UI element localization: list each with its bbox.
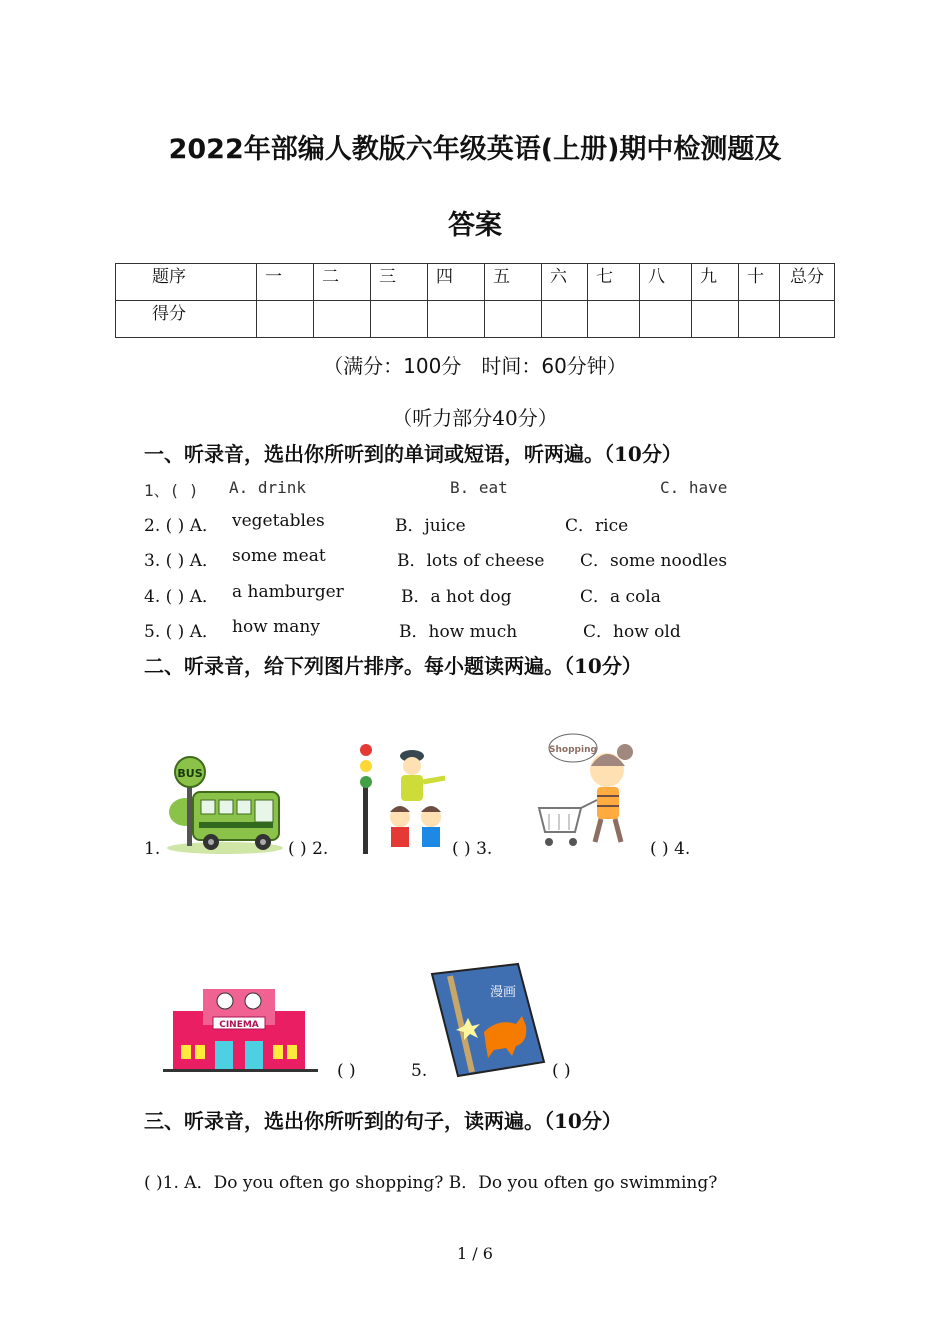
question-number: 4. ( ) A． <box>144 587 219 607</box>
table-cell: 六 <box>542 264 588 301</box>
traffic-police-picture <box>355 742 455 857</box>
score-field[interactable] <box>428 301 485 338</box>
order-blank[interactable]: ( ) 3. <box>452 839 493 859</box>
table-cell: 总分 <box>780 264 835 301</box>
table-cell: 题序 <box>116 264 257 301</box>
score-table-score-row <box>116 301 835 338</box>
table-cell: 三 <box>371 264 428 301</box>
bus-picture <box>163 752 283 857</box>
comic-book-picture <box>428 962 548 1080</box>
score-table <box>115 263 835 338</box>
option-b: B．lots of cheese <box>397 551 545 571</box>
table-cell: 五 <box>485 264 542 301</box>
question-number: 5. ( ) A． <box>144 622 219 642</box>
order-label: 5. <box>411 1061 428 1081</box>
option-c: C. have <box>660 478 728 497</box>
page-title-line1: 2022年部编人教版六年级英语(上册)期中检测题及 <box>168 134 782 165</box>
score-table-header-row <box>116 264 835 301</box>
listening-heading: （听力部分40分） <box>392 406 558 430</box>
table-cell: 二 <box>314 264 371 301</box>
table-cell: 九 <box>692 264 739 301</box>
comic-title-text: 漫画 <box>490 985 517 1000</box>
option-a: vegetables <box>232 511 325 531</box>
option-a: how many <box>232 617 320 637</box>
option-c: C．some noodles <box>580 551 728 571</box>
option-c: C．how old <box>583 622 681 642</box>
option-b: B．juice <box>395 516 466 536</box>
option-b: B．a hot dog <box>401 587 512 607</box>
cinema-sign-text: CINEMA <box>219 1020 259 1030</box>
option-a: a hamburger <box>232 582 344 602</box>
speech-bubble-text: Shopping <box>549 745 597 755</box>
table-cell: 得分 <box>116 301 257 338</box>
option-c: C．a cola <box>580 587 661 607</box>
question-number: 1、( ) <box>144 481 199 500</box>
order-blank[interactable]: ( ) 2. <box>288 839 329 859</box>
option-b: B. eat <box>450 478 508 497</box>
sentence-question: ( )1. A．Do you often go shopping? B．Do you often go swimming? <box>144 1173 718 1193</box>
option-a: some meat <box>232 546 326 566</box>
question-number: 2. ( ) A． <box>144 516 219 536</box>
table-cell: 一 <box>257 264 314 301</box>
page-title-line2: 答案 <box>448 210 502 241</box>
table-cell: 八 <box>640 264 692 301</box>
score-field[interactable] <box>588 301 640 338</box>
order-blank[interactable]: ( ) 4. <box>650 839 691 859</box>
score-field[interactable] <box>692 301 739 338</box>
order-blank[interactable]: ( ) <box>552 1061 571 1081</box>
score-field[interactable] <box>640 301 692 338</box>
bus-sign-text: BUS <box>177 767 203 780</box>
section-heading-1: 一、听录音，选出你所听到的单词或短语，听两遍。（10分） <box>144 442 682 466</box>
order-blank[interactable]: ( ) <box>337 1061 356 1081</box>
score-field[interactable] <box>739 301 780 338</box>
option-a: A. drink <box>229 478 307 497</box>
exam-meta: （满分：100分 时间：60分钟） <box>323 354 627 378</box>
question-number: 3. ( ) A． <box>144 551 219 571</box>
table-cell: 四 <box>428 264 485 301</box>
option-c: C．rice <box>565 516 629 536</box>
cinema-picture <box>163 983 318 1073</box>
table-cell: 七 <box>588 264 640 301</box>
shopping-girl-picture <box>535 730 640 855</box>
order-label: 1. <box>144 839 161 859</box>
score-field[interactable] <box>485 301 542 338</box>
score-field[interactable] <box>314 301 371 338</box>
score-field[interactable] <box>780 301 835 338</box>
section-heading-2: 二、听录音，给下列图片排序。每小题读两遍。（10分） <box>144 654 642 678</box>
option-b: B．how much <box>399 622 518 642</box>
score-field[interactable] <box>257 301 314 338</box>
score-field[interactable] <box>542 301 588 338</box>
section-heading-3: 三、听录音，选出你所听到的句子，读两遍。（10分） <box>144 1109 622 1133</box>
table-cell: 十 <box>739 264 780 301</box>
score-field[interactable] <box>371 301 428 338</box>
page-number: 1 / 6 <box>457 1244 493 1263</box>
